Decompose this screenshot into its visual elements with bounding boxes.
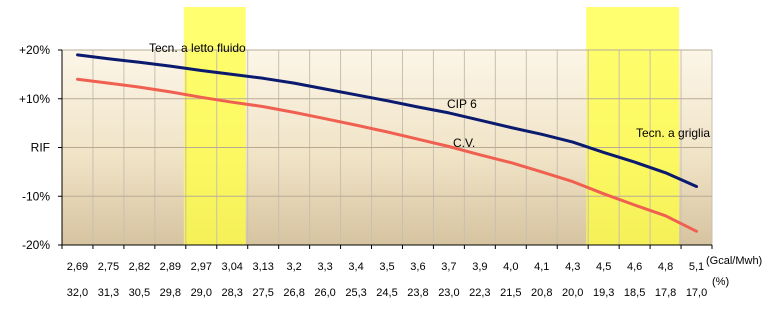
x-tick-label: 2,69	[66, 261, 89, 273]
x-tick-label-row2: 26,8	[283, 287, 305, 299]
y-tick-label: RIF	[30, 140, 50, 155]
x-tick-label-row2: 17,8	[654, 287, 677, 299]
x-unit-label: (Gcal/Mwh)	[706, 255, 763, 267]
x-tick-label: 3,6	[410, 261, 426, 273]
x-tick-label-row2: 25,3	[345, 287, 367, 299]
x-tick-label-row2: 23,0	[438, 287, 460, 299]
x-tick-label-row2: 29,8	[159, 287, 182, 299]
series-label-cv: C.V.	[453, 136, 476, 150]
x-tick-label: 3,5	[379, 261, 395, 273]
x-tick-label-row2: 30,5	[128, 287, 151, 299]
y-tick-label: +20%	[18, 43, 50, 57]
x-tick-labels	[67, 255, 762, 299]
x-tick-label-row2: 28,3	[221, 287, 243, 299]
x-tick-label: 5,1	[688, 261, 705, 273]
x-unit-label-row2: (%)	[712, 276, 730, 288]
x-tick-label: 3,04	[221, 261, 243, 273]
x-tick-label-row2: 18,5	[623, 287, 646, 299]
y-tick-label: -10%	[21, 189, 50, 204]
x-tick-label: 3,7	[441, 261, 457, 273]
y-tick-labels	[19, 43, 50, 252]
x-tick-label-row2: 20,8	[531, 287, 553, 299]
x-tick-label-row2: 17,0	[685, 287, 708, 299]
band-label-griglia: Tecn. a griglia	[636, 126, 711, 140]
x-tick-label: 3,3	[317, 261, 333, 273]
x-tick-label: 4,0	[503, 261, 519, 273]
x-tick-label-row2: 24,5	[376, 287, 398, 299]
x-tick-label: 4,6	[626, 261, 643, 273]
x-tick-label-row2: 20,0	[562, 287, 584, 299]
x-tick-label: 3,2	[286, 261, 302, 273]
x-tick-label-row2: 22,3	[469, 287, 491, 299]
x-tick-label: 4,8	[657, 261, 674, 273]
x-tick-label-row2: 26,0	[314, 287, 336, 299]
x-tick-label-row2: 19,3	[592, 287, 615, 299]
x-tick-label-row2: 27,5	[252, 287, 274, 299]
x-tick-label: 2,89	[159, 261, 182, 273]
x-tick-label: 4,5	[596, 261, 612, 273]
y-tick-label: +10%	[18, 91, 50, 106]
series-label-cip6: CIP 6	[447, 97, 477, 111]
x-tick-label: 3,4	[348, 261, 364, 273]
x-tick-label: 2,97	[190, 261, 212, 273]
x-tick-label: 4,3	[565, 261, 581, 273]
x-tick-label-row2: 29,0	[190, 287, 212, 299]
x-tick-label: 2,82	[128, 261, 151, 273]
x-tick-label-row2: 21,5	[500, 287, 522, 299]
x-tick-label: 2,75	[97, 261, 120, 273]
x-tick-label: 3,9	[472, 261, 488, 273]
x-tick-label-row2: 23,8	[407, 287, 429, 299]
band-label-letto-fluido: Tecn. a letto fluido	[149, 41, 246, 55]
x-tick-label-row2: 31,3	[97, 287, 120, 299]
x-tick-label: 3,13	[252, 261, 274, 273]
x-tick-label-row2: 32,0	[66, 287, 89, 299]
x-tick-label: 4,1	[534, 261, 550, 273]
y-tick-label: -20%	[21, 238, 50, 252]
